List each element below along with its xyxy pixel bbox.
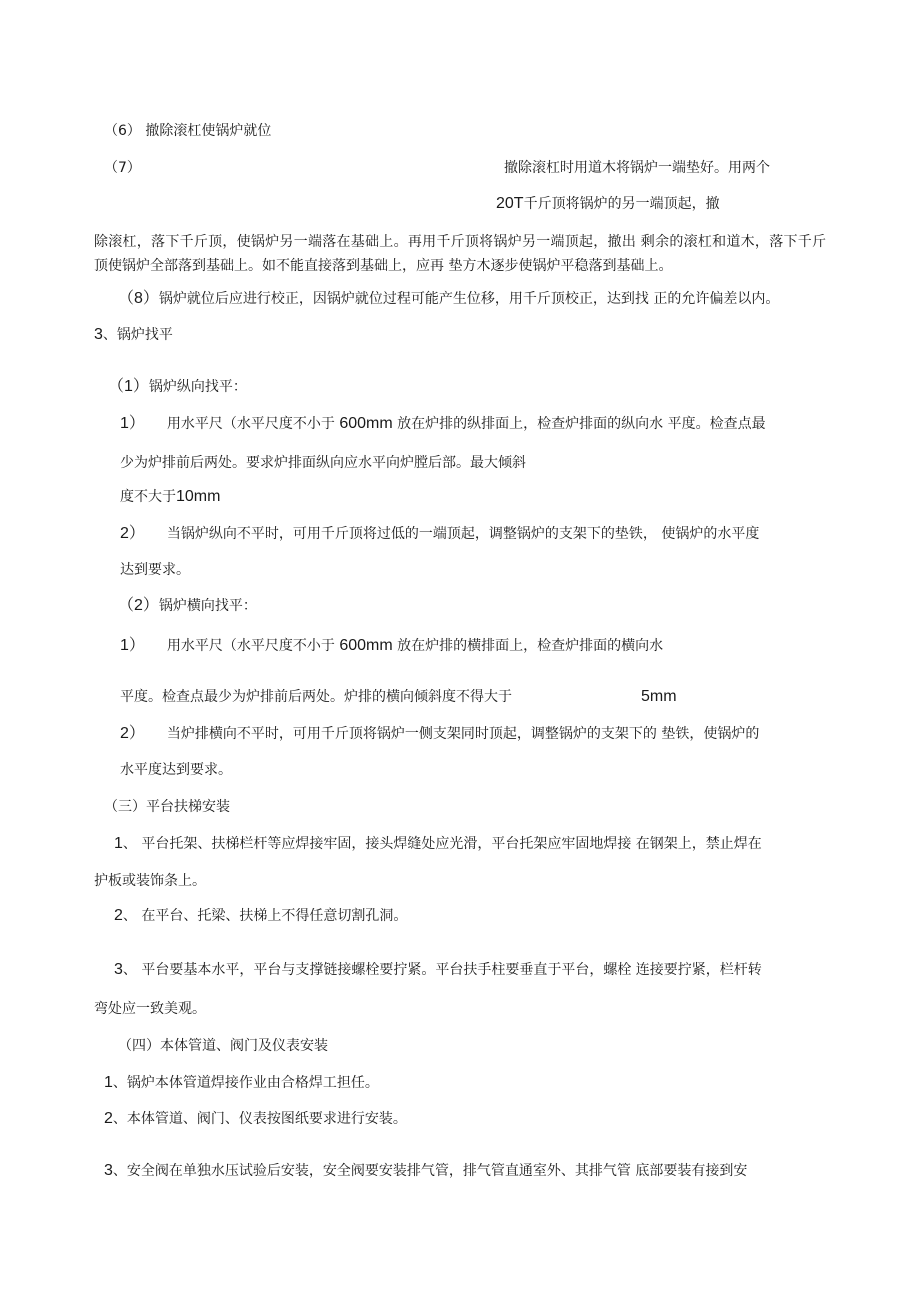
subsection-1-title: 锅炉纵向找平： <box>148 379 247 395</box>
platform-item-2 <box>114 906 407 926</box>
max-tilt-value: 10mm <box>176 488 221 505</box>
item-text: 、本体管道、阀门、仪表按图纸要求进行安装。 <box>112 1111 407 1127</box>
item-7-right-line1: 撤除滚杠时用道木将锅炉一端垫好。用两个 <box>504 160 770 176</box>
platform-item-1 <box>114 834 762 854</box>
item-8 <box>118 289 779 309</box>
item-text: 、 在平台、托梁、扶梯上不得任意切割孔洞。 <box>122 908 408 924</box>
item-number: 2 <box>114 907 123 924</box>
transverse-step-1-line2: 平度。检查点最少为炉排前后两处。炉排的横向倾斜度不得大于 <box>120 689 512 705</box>
step-number: 1） <box>120 415 145 432</box>
longitudinal-step-1-line3 <box>120 487 220 507</box>
piping-item-2 <box>104 1109 407 1129</box>
section-3-title: 、锅炉找平 <box>102 327 173 343</box>
subsection-2-title: 锅炉横向找平： <box>158 598 257 614</box>
platform-item-3 <box>114 960 762 980</box>
item-number: 1 <box>104 1074 113 1091</box>
section-3-heading <box>94 325 173 345</box>
longitudinal-step-1-line2: 少为炉排前后两处。要求炉排面纵向应水平向炉膛后部。最大倾斜 <box>120 455 526 471</box>
longitudinal-step-2-line2: 达到要求。 <box>120 562 190 578</box>
transverse-step-1 <box>120 636 663 656</box>
step-text: 度不大于 <box>120 489 176 505</box>
subsection-2-heading <box>118 596 257 616</box>
transverse-step-2-line2: 水平度达到要求。 <box>120 762 232 778</box>
transverse-tilt-value: 5mm <box>641 688 677 705</box>
item-text: 、 平台托架、扶梯栏杆等应焊接牢固，接头焊缝处应光滑，平台托架应牢固地焊接 在钢架上，禁止焊在 <box>122 836 762 852</box>
item-7-body: 除滚杠，落下千斤顶，使锅炉另一端落在基础上。再用千斤顶将锅炉另一端顶起，撤出 剩余的滚杠和道木，落下千斤顶使锅炉全部落到基础上。如不能直接落到基础上，应再 垫方木逐步使锅炉平稳落到基础上。 <box>94 234 826 274</box>
step-number: 2） <box>120 525 145 542</box>
step-text-b: 放在炉排的纵排面上，检查炉排面的纵向水 平度。检查点最 <box>397 416 766 432</box>
step-number: 2） <box>120 725 145 742</box>
step-text: 当炉排横向不平时，可用千斤顶将锅炉一侧支架同时顶起，调整锅炉的支架下的 垫铁，使锅炉的 <box>166 726 760 742</box>
section-3-number: 3 <box>94 326 103 343</box>
item-number: 2 <box>104 1110 113 1127</box>
transverse-step-2 <box>120 724 759 744</box>
item-8-number: （8） <box>118 290 159 307</box>
step-text-a: 用水平尺（水平尺度不小于 <box>166 638 335 654</box>
item-number: 3 <box>114 961 123 978</box>
item-6: （6） 撤除滚杠使锅炉就位 <box>104 123 272 139</box>
item-7-label: （7） <box>104 160 141 176</box>
subsection-1-number: （1） <box>108 378 149 395</box>
item-number: 3 <box>104 1162 113 1179</box>
item-text: 、安全阀在单独水压试验后安装，安全阀要安装排气管，排气管直通室外、其排气管 底部要装有接到安 <box>112 1163 748 1179</box>
longitudinal-step-1 <box>120 414 766 434</box>
item-7-right-line2 <box>496 194 720 214</box>
item-text: 、 平台要基本水平，平台与支撑链接螺栓要拧紧。平台扶手柱要垂直于平台，螺栓 连接要拧紧，栏杆转 <box>122 962 762 978</box>
step-text-b: 放在炉排的横排面上，检查炉排面的横向水 <box>397 638 664 654</box>
longitudinal-step-2 <box>120 524 759 544</box>
section-4-title: （四）本体管道、阀门及仪表安装 <box>118 1038 328 1054</box>
length-value: 600mm <box>339 637 393 654</box>
item-number: 1 <box>114 835 123 852</box>
item-text: 、锅炉本体管道焊接作业由合格焊工担任。 <box>112 1075 379 1091</box>
load-value: 20T <box>496 195 524 212</box>
platform-item-1-line2: 护板或装饰条上。 <box>94 873 206 889</box>
subsection-1-heading <box>108 377 247 397</box>
step-text: 当锅炉纵向不平时，可用千斤顶将过低的一端顶起，调整锅炉的支架下的垫铁， 使锅炉的水平度 <box>166 526 760 542</box>
item-8-text: 锅炉就位后应进行校正，因锅炉就位过程可能产生位移，用千斤顶校正，达到找 正的允许偏差以内。 <box>158 291 780 307</box>
section-3-platform-title: （三）平台扶梯安装 <box>104 799 230 815</box>
item-7-right-text: 千斤顶将锅炉的另一端顶起，撤 <box>523 196 720 212</box>
step-text-a: 用水平尺（水平尺度不小于 <box>166 416 335 432</box>
step-number: 1） <box>120 637 145 654</box>
platform-item-3-line2: 弯处应一致美观。 <box>94 1001 206 1017</box>
piping-item-3 <box>104 1161 747 1181</box>
piping-item-1 <box>104 1073 379 1093</box>
subsection-2-number: （2） <box>118 597 159 614</box>
length-value: 600mm <box>339 415 393 432</box>
